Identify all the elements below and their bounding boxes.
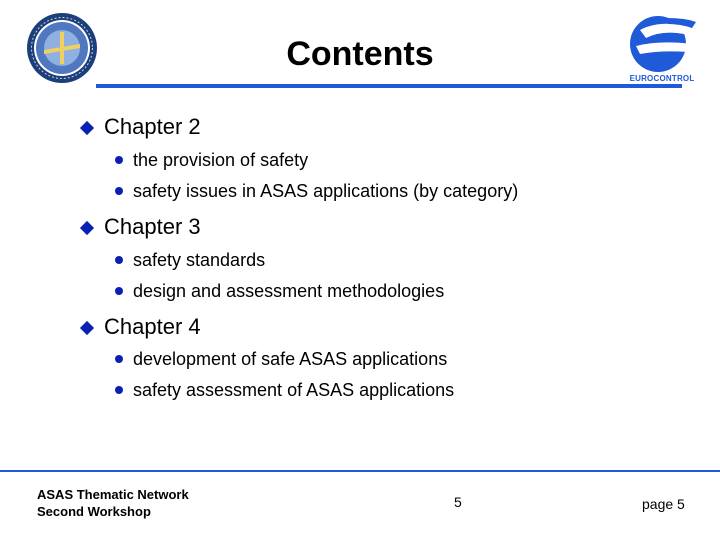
dot-bullet-icon (115, 386, 123, 394)
footer-event (37, 486, 189, 520)
list-item-label: development of safe ASAS applications (133, 349, 448, 369)
eurocontrol-label: EUROCONTROL (629, 74, 695, 83)
section-label: Chapter 2 (104, 114, 201, 139)
footer-slide-number: 5 (454, 494, 462, 510)
section-label: Chapter 4 (104, 314, 201, 339)
dot-bullet-icon (115, 287, 123, 295)
title-divider (96, 84, 682, 88)
footer-page-number: page 5 (642, 496, 685, 512)
list-item-label: safety standards (133, 250, 266, 270)
list-item-label: the provision of safety (133, 150, 309, 170)
footer-event-line-1: ASAS Thematic Network (37, 487, 189, 502)
list-item-label: safety assessment of ASAS applications (133, 380, 455, 400)
diamond-bullet-icon (80, 121, 94, 135)
slide-title: Contents (286, 35, 434, 73)
footer-divider (0, 470, 720, 472)
section-label: Chapter 3 (104, 214, 201, 239)
dot-bullet-icon (115, 256, 123, 264)
footer-event-line-2: Second Workshop (37, 504, 151, 519)
diamond-bullet-icon (80, 321, 94, 335)
faa-seal-icon (26, 12, 98, 84)
dot-bullet-icon (115, 156, 123, 164)
list-item-label: design and assessment methodologies (133, 281, 445, 301)
list-item-label: safety issues in ASAS applications (by category) (133, 181, 519, 201)
dot-bullet-icon (115, 355, 123, 363)
dot-bullet-icon (115, 187, 123, 195)
diamond-bullet-icon (80, 221, 94, 235)
eurocontrol-logo-icon (626, 12, 698, 74)
